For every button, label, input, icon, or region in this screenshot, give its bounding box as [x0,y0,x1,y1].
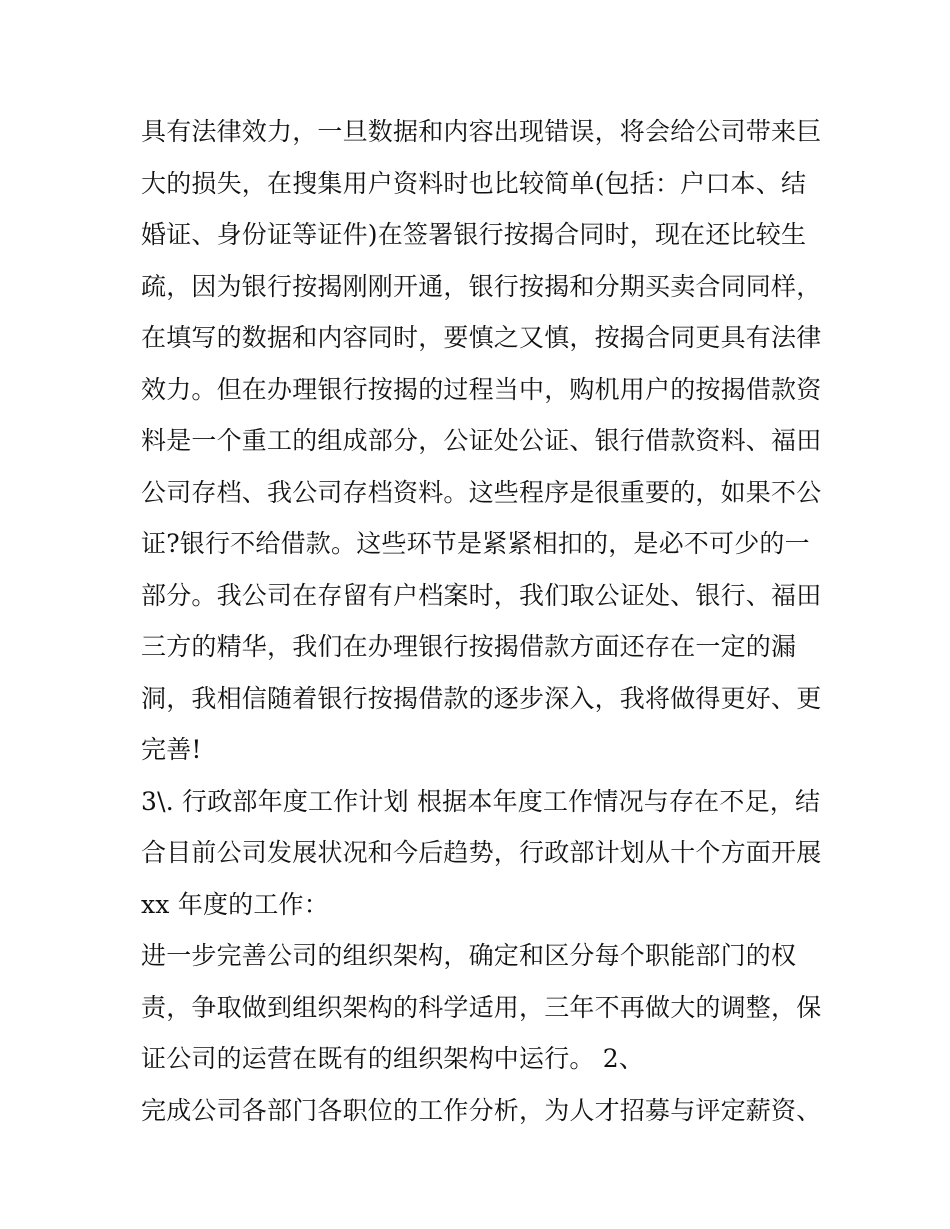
text-line: 部分。我公司在存留有户档案时，我们取公证处、银行、福田 [141,580,822,610]
text-line: 婚证、身份证等证件)在签署银行按揭合同时，现在还比较生 [141,220,807,249]
text-line: 合目前公司发展状况和今后趋势，行政部计划从十个方面开展 [141,838,822,867]
text-line: 大的损失，在搜集用户资料时也比较简单(包括：户口本、结 [141,168,807,198]
text-line: 料是一个重工的组成部分，公证处公证、银行借款资料、福田 [141,426,822,455]
text-line: 洞，我相信随着银行按揭借款的逐步深入，我将做得更好、更 [141,683,822,713]
section-heading-line: 3\. 行政部年度工作计划 根据本年度工作情况与存在不足，结 [141,786,821,816]
text-line: 在填写的数据和内容同时，要慎之又慎，按揭合同更具有法律 [141,323,822,352]
text-line: 证?银行不给借款。这些环节是紧紧相扣的，是必不可少的一 [141,529,810,558]
text-line: 具有法律效力，一旦数据和内容出现错误，将会给公司带来巨 [141,117,822,146]
text-line: 三方的精华，我们在办理银行按揭借款方面还存在一定的漏 [141,632,797,661]
text-line: 责，争取做到组织架构的科学适用，三年不再做大的调整，保 [141,992,822,1022]
text-line: 进一步完善公司的组织架构，确定和区分每个职能部门的权 [141,941,797,970]
text-line: 证公司的运营在既有的组织架构中运行。 2、 [141,1044,645,1073]
text-line: 疏，因为银行按揭刚刚开通，银行按揭和分期买卖合同同样， [141,271,822,301]
text-line: xx 年度的工作： [141,889,329,919]
text-line: 完善! [141,735,202,764]
document-body [141,106,821,1136]
text-line: 公司存档、我公司存档资料。这些程序是很重要的，如果不公 [141,477,822,507]
text-line: 效力。但在办理银行按揭的过程当中，购机用户的按揭借款资 [141,374,822,404]
text-line: 完成公司各部门各职位的工作分析，为人才招募与评定薪资、 [141,1095,822,1125]
